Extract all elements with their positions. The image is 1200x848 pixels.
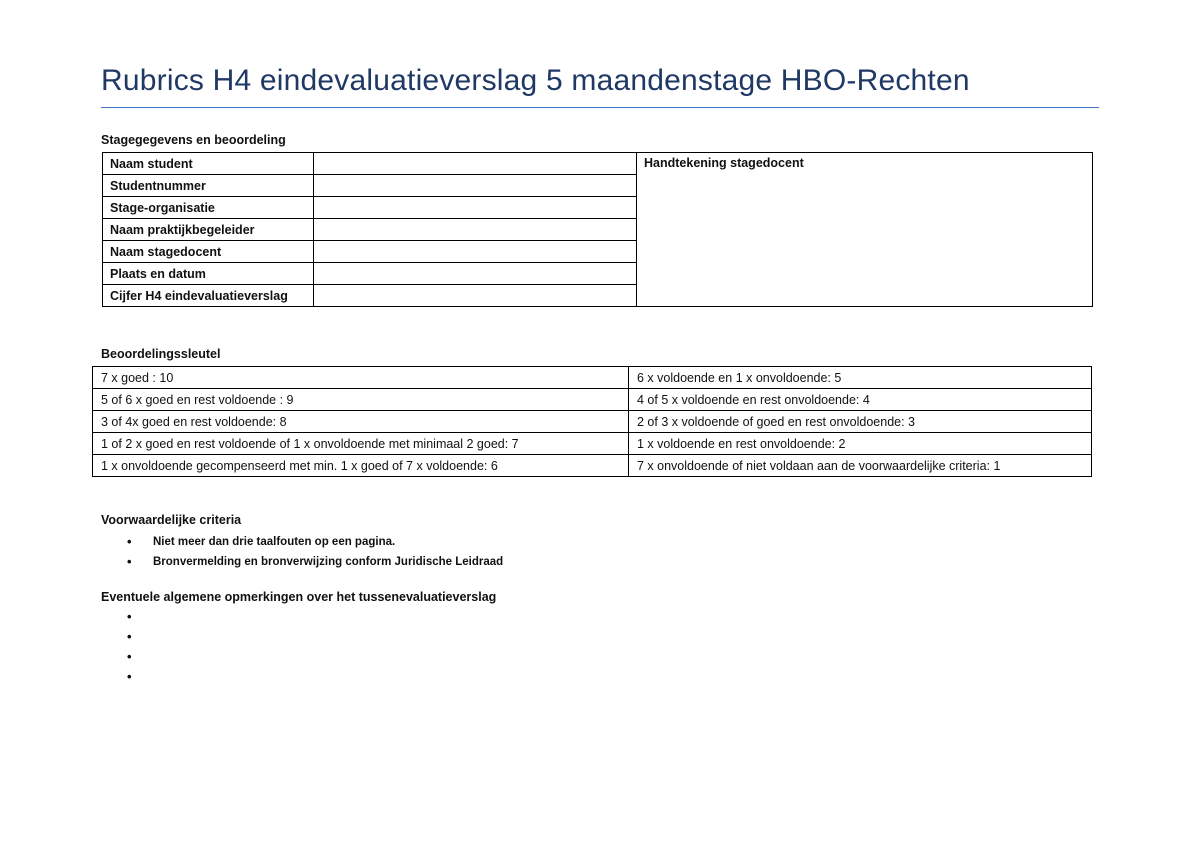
field-value[interactable] — [314, 285, 637, 307]
grading-key-table — [92, 366, 1092, 477]
student-info-table — [102, 152, 1093, 307]
grading-key-cell: 7 x onvoldoende of niet voldaan aan de voorwaardelijke criteria: 1 — [629, 455, 1092, 477]
field-label: Naam praktijkbegeleider — [103, 219, 314, 241]
field-label: Naam stagedocent — [103, 241, 314, 263]
table-row — [103, 153, 1093, 175]
bullet-icon: • — [127, 629, 132, 644]
table-row — [93, 367, 1092, 389]
field-value[interactable] — [314, 219, 637, 241]
title-divider — [101, 107, 1099, 108]
grading-key-cell: 4 of 5 x voldoende en rest onvoldoende: 4 — [629, 389, 1092, 411]
signature-label: Handtekening stagedocent — [644, 156, 804, 170]
list-item[interactable] — [127, 667, 153, 687]
list-item[interactable] — [127, 647, 153, 667]
grading-key-cell: 7 x goed : 10 — [93, 367, 629, 389]
table-row — [93, 411, 1092, 433]
page-title: Rubrics H4 eindevaluatieverslag 5 maandenstage HBO-Rechten — [101, 64, 970, 97]
signature-box[interactable] — [637, 153, 1093, 307]
field-value[interactable] — [314, 175, 637, 197]
bullet-icon: • — [127, 534, 132, 549]
remarks-heading: Eventuele algemene opmerkingen over het tussenevaluatieverslag — [101, 590, 497, 604]
student-section-heading: Stagegegevens en beoordeling — [101, 133, 286, 147]
table-row — [93, 389, 1092, 411]
list-item — [127, 532, 503, 552]
list-item — [127, 552, 504, 572]
criteria-text: Niet meer dan drie taalfouten op een pagina. — [153, 536, 396, 548]
field-label: Plaats en datum — [103, 263, 314, 285]
field-label: Stage-organisatie — [103, 197, 314, 219]
grading-key-cell: 1 x voldoende en rest onvoldoende: 2 — [629, 433, 1092, 455]
grading-key-cell: 3 of 4x goed en rest voldoende: 8 — [93, 411, 629, 433]
field-label: Studentnummer — [103, 175, 314, 197]
list-item[interactable] — [127, 627, 153, 647]
grading-key-cell: 6 x voldoende en 1 x onvoldoende: 5 — [629, 367, 1092, 389]
field-value[interactable] — [314, 241, 637, 263]
bullet-icon: • — [127, 609, 132, 624]
grading-key-heading: Beoordelingssleutel — [101, 347, 221, 361]
criteria-text: Bronvermelding en bronverwijzing conform Juridische Leidraad — [153, 556, 504, 568]
field-value[interactable] — [314, 197, 637, 219]
field-value[interactable] — [314, 153, 637, 175]
grading-key-cell: 2 of 3 x voldoende of goed en rest onvoldoende: 3 — [629, 411, 1092, 433]
bullet-icon: • — [127, 554, 132, 569]
table-row — [93, 433, 1092, 455]
field-value[interactable] — [314, 263, 637, 285]
bullet-icon: • — [127, 669, 132, 684]
grading-key-cell: 1 x onvoldoende gecompenseerd met min. 1 x goed of 7 x voldoende: 6 — [93, 455, 629, 477]
list-item[interactable] — [127, 607, 153, 627]
bullet-icon: • — [127, 649, 132, 664]
field-label: Naam student — [103, 153, 314, 175]
remarks-list — [127, 607, 153, 687]
criteria-list — [127, 532, 504, 572]
grading-key-cell: 1 of 2 x goed en rest voldoende of 1 x onvoldoende met minimaal 2 goed: 7 — [93, 433, 629, 455]
criteria-heading: Voorwaardelijke criteria — [101, 513, 242, 527]
table-row — [93, 455, 1092, 477]
grading-key-cell: 5 of 6 x goed en rest voldoende : 9 — [93, 389, 629, 411]
field-label: Cijfer H4 eindevaluatieverslag — [103, 285, 314, 307]
